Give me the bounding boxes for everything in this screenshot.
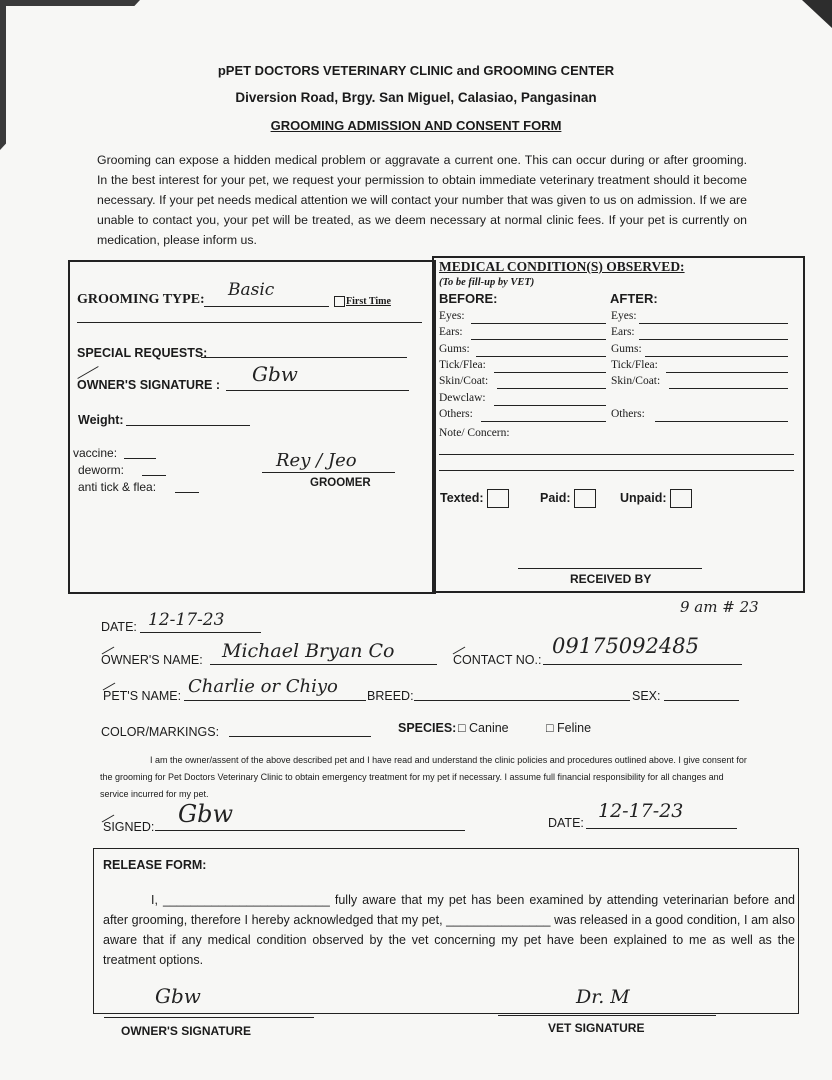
species-label: SPECIES: (398, 721, 457, 735)
contact-label: CONTACT NO.: (453, 653, 542, 667)
note-line-1[interactable] (439, 440, 794, 455)
grooming-type-label: GROOMING TYPE: (77, 292, 205, 307)
condition-label: Gums: (439, 342, 470, 355)
condition-field[interactable] (494, 359, 606, 373)
owner-name-value: Michael Bryan Co (222, 640, 395, 662)
grooming-type-value: Basic (228, 280, 275, 300)
checkbox-icon (487, 489, 509, 508)
checkbox-icon (670, 489, 692, 508)
special-requests-label: SPECIAL REQUESTS: (77, 346, 208, 360)
vet-signature-value: Dr. M (576, 986, 630, 1008)
signed-label: SIGNED: (103, 820, 155, 834)
release-owner-signature-label: OWNER'S SIGNATURE (121, 1024, 251, 1038)
grooming-type-extra-line[interactable] (77, 310, 422, 323)
condition-label: Tick/Flea: (439, 358, 486, 371)
clinic-address: Diversion Road, Brgy. San Miguel, Calasiao, Pangasinan (235, 90, 597, 105)
consent-date-label: DATE: (548, 816, 584, 830)
condition-label: Eyes: (439, 310, 465, 322)
date-value: 12-17-23 (148, 610, 225, 630)
condition-label: Skin/Coat: (439, 375, 489, 388)
intro-paragraph: Grooming can expose a hidden medical problem or aggravate a current one. This can occur during or after grooming. In the best interest for your pet, we request your permission to obtain immediate veterinary treatment should it become necessary. If your pet needs medical attention we will contact your number that was given to us on admission. If we are unable to contact you, your pet will be treated, as we deem necessary at normal clinic fees. If your pet is currently on medication, please inform us. (97, 153, 747, 247)
after-label: AFTER: (610, 291, 658, 306)
condition-label: Ears: (611, 326, 635, 339)
medical-subtitle: (To be fill-up by VET) (439, 277, 535, 288)
vaccine-field[interactable] (124, 444, 156, 459)
sex-field[interactable] (664, 682, 739, 701)
release-title: RELEASE FORM: (103, 858, 207, 872)
deworm-field[interactable] (142, 461, 166, 476)
groomer-label: GROOMER (310, 477, 371, 489)
color-markings-field[interactable] (229, 720, 371, 737)
condition-field[interactable] (471, 326, 606, 340)
note-label: Note/ Concern: (439, 427, 510, 439)
condition-field[interactable] (476, 343, 606, 357)
contact-value: 09175092485 (552, 634, 699, 658)
consent-text: I am the owner/assent of the above described pet and I have read and understand the clinic policies and procedures outlined above. I give consent for the grooming for Pet Doctors Veterinary Clinic to obtain emergency treatment for my pet if necessary. I assume full financial responsibility for all changes and service incurred for my pet. (100, 755, 747, 799)
owner-signature-value: Gbw (252, 362, 298, 386)
first-time-checkbox[interactable] (334, 296, 391, 307)
time-queue-note: 9 am # 23 (680, 598, 759, 616)
deworm-label: deworm: (78, 463, 125, 477)
canine-checkbox[interactable]: □ Canine (458, 721, 509, 735)
checkbox-icon (574, 489, 596, 508)
condition-field[interactable] (655, 408, 788, 422)
received-by-label: RECEIVED BY (570, 572, 652, 586)
special-requests-field[interactable] (201, 342, 407, 358)
condition-label: Skin/Coat: (611, 375, 661, 388)
condition-field[interactable] (669, 375, 788, 389)
medical-title: MEDICAL CONDITION(S) OBSERVED: (439, 259, 685, 274)
owner-signature-label: OWNER'S SIGNATURE : (77, 378, 221, 392)
release-text: I, ________________________ fully aware that my pet has been examined by attending veterinarian before and after grooming, therefore I hereby acknowledged that my pet, _______________ was released in a good condition, I am also aware that if any medical condition observed by the vet concerning my pet have been explained to me as well as the treatment options. (103, 893, 795, 967)
vaccine-label: vaccine: (73, 446, 118, 460)
pet-name-value: Charlie or Chiyo (188, 676, 338, 697)
antitick-field[interactable] (175, 478, 199, 493)
feline-checkbox[interactable]: □ Feline (546, 721, 592, 735)
condition-label: Ears: (439, 326, 463, 339)
pet-name-label: PET'S NAME: (103, 689, 182, 703)
received-by-field[interactable] (518, 556, 702, 569)
condition-label: Others: (611, 407, 645, 420)
breed-label: BREED: (367, 689, 414, 703)
texted-label: Texted: (440, 490, 484, 505)
checkbox-icon (334, 296, 345, 307)
clinic-name: pPET DOCTORS VETERINARY CLINIC and GROOMING CENTER (217, 63, 615, 78)
release-owner-signature-value: Gbw (155, 984, 201, 1008)
condition-label: Eyes: (611, 310, 637, 322)
scan-edge-right (802, 0, 832, 28)
color-markings-label: COLOR/MARKINGS: (101, 725, 220, 739)
condition-field[interactable] (639, 326, 788, 340)
condition-field[interactable] (494, 392, 606, 406)
condition-field[interactable] (497, 375, 606, 389)
condition-label: Gums: (611, 342, 642, 355)
vet-signature-field[interactable] (498, 1003, 716, 1016)
unpaid-checkbox[interactable] (620, 489, 692, 508)
vet-signature-label: VET SIGNATURE (548, 1021, 645, 1035)
before-label: BEFORE: (439, 291, 498, 306)
groomer-value: Rey / Jeo (276, 450, 357, 471)
signed-value: Gbw (178, 800, 234, 828)
condition-label: Tick/Flea: (611, 358, 658, 371)
texted-checkbox[interactable] (440, 489, 509, 508)
condition-label: Dewclaw: (439, 391, 486, 404)
condition-label: Others: (439, 407, 473, 420)
weight-label: Weight: (78, 413, 124, 427)
release-owner-signature-field[interactable] (104, 1005, 314, 1018)
groomer-field[interactable] (262, 458, 395, 473)
breed-field[interactable] (414, 682, 630, 701)
condition-field[interactable] (645, 343, 788, 357)
first-time-label: First Time (346, 296, 391, 307)
condition-field[interactable] (666, 359, 788, 373)
form-title: GROOMING ADMISSION AND CONSENT FORM (270, 118, 562, 133)
consent-date-value: 12-17-23 (598, 800, 684, 822)
owner-name-label: OWNER'S NAME: (101, 653, 203, 667)
date-label: DATE: (101, 620, 137, 634)
medical-section (432, 256, 805, 593)
condition-field[interactable] (471, 310, 606, 324)
sex-label: SEX: (632, 689, 661, 703)
note-line-2[interactable] (439, 458, 794, 471)
condition-field[interactable] (639, 310, 788, 324)
paid-label: Paid: (540, 490, 571, 505)
weight-field[interactable] (126, 410, 250, 426)
unpaid-label: Unpaid: (620, 490, 667, 505)
antitick-label: anti tick & flea: (78, 480, 157, 494)
paid-checkbox[interactable] (540, 489, 596, 508)
condition-field[interactable] (481, 408, 606, 422)
